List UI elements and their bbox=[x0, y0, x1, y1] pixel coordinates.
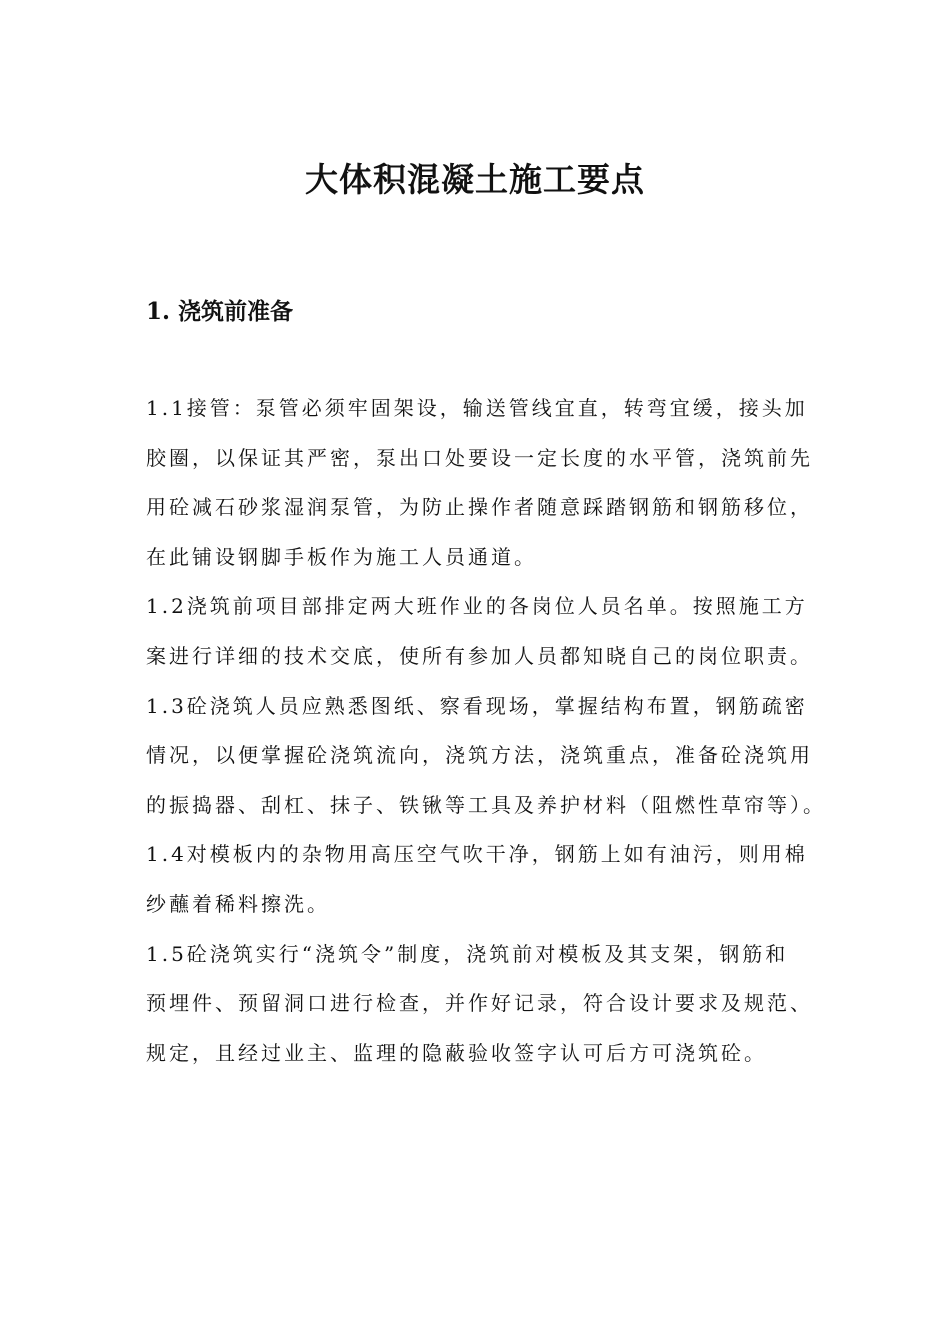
body-line: 案进行详细的技术交底，使所有参加人员都知晓自己的岗位职责。 bbox=[146, 643, 813, 668]
body-line: 1.1接管：泵管必须牢固架设，输送管线宜直，转弯宜缓，接头加 bbox=[146, 396, 808, 420]
body-line: 用砼减石砂浆湿润泵管，为防止操作者随意踩踏钢筋和钢筋移位， bbox=[146, 495, 813, 520]
body-line: 在此铺设钢脚手板作为施工人员通道。 bbox=[146, 544, 537, 569]
body-line: 1.2浇筑前项目部排定两大班作业的各岗位人员名单。按照施工方 bbox=[146, 594, 808, 619]
body-line: 规定，且经过业主、监理的隐蔽验收签字认可后方可浇筑砼。 bbox=[146, 1040, 767, 1065]
body-line: 的振捣器、刮杠、抹子、铁锹等工具及养护材料（阻燃性草帘等）。 bbox=[146, 792, 826, 817]
body-line: 预埋件、预留洞口进行检查，并作好记录，符合设计要求及规范、 bbox=[146, 991, 813, 1016]
body-line: 1.4对模板内的杂物用高压空气吹干净，钢筋上如有油污，则用棉 bbox=[146, 842, 808, 867]
body-line: 胶圈，以保证其严密，泵出口处要设一定长度的水平管，浇筑前先 bbox=[146, 445, 813, 470]
body-line: 1.5砼浇筑实行“浇筑令”制度，浇筑前对模板及其支架，钢筋和 bbox=[146, 941, 789, 966]
document-title: 大体积混凝土施工要点 bbox=[305, 160, 645, 199]
body-line: 纱蘸着稀料擦洗。 bbox=[146, 891, 330, 916]
body-line: 1.3砼浇筑人员应熟悉图纸、察看现场，掌握结构布置，钢筋疏密 bbox=[146, 693, 808, 718]
section-body bbox=[146, 384, 826, 1078]
section-heading: 1. 浇筑前准备 bbox=[146, 298, 294, 325]
body-line: 情况，以便掌握砼浇筑流向，浇筑方法，浇筑重点，准备砼浇筑用 bbox=[146, 743, 813, 768]
